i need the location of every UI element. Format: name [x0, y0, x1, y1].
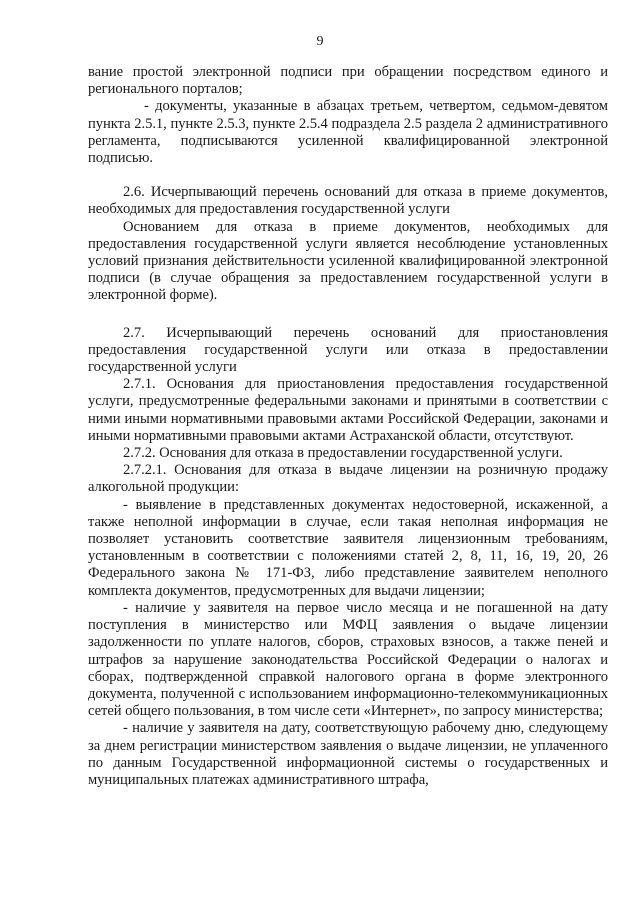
paragraph-continuation: вание простой электронной подписи при обращении посредством единого и регионального порталов;: [88, 64, 608, 98]
paragraph-signature-docs: - документы, указанные в абзацах третьем, четвертом, седьмом-девятом пункта 2.5.1, пункте 2.5.3, пункте 2.5.4 подраздела 2.5 раздела 2 административного регламента, подписываются усиленной квалифицированной электронной подписью.: [88, 98, 608, 167]
list-item-unpaid-fine: - наличие у заявителя на дату, соответствующую рабочему дню, следующему за днем регистрации министерством заявления о выдаче лицензии, не уплаченного по данным Государственной информационной системы о государственных и муниципальных платежах административного штрафа,: [88, 720, 608, 788]
list-item-tax-debt: - наличие у заявителя на первое число месяца и не погашенной на дату поступления в министерство или МФЦ заявления о выдаче лицензии задолженности по уплате налогов, сборов, страховых взносов, а также пеней и штрафов за нарушение законодательства Российской Федерации о налогах и сборах, подтвержденной справкой налогового органа в форме электронного документа, полученной с использованием информационно-телекоммуникационных сетей общего пользования, в том числе сети «Интернет», по запросу министерства;: [88, 599, 608, 720]
section-heading-2-6: 2.6. Исчерпывающий перечень оснований для отказа в приеме документов, необходимых для предоставления государственной услуги: [88, 184, 608, 218]
document-body: [88, 64, 608, 789]
list-item-unreliable-info: - выявление в представленных документах недостоверной, искаженной, а также неполной информации в случае, если такая неполная информация не позволяет установить соответствие заявителя лицензионным требованиям, установленным в соответствии с положениями статей 2, 8, 11, 16, 19, 20, 26 Федерального закона № 171-ФЗ, либо представление заявителем неполного комплекта документов, предусмотренных для выдачи лицензии;: [88, 496, 608, 599]
spacer: [88, 167, 608, 184]
spacer: [88, 305, 608, 325]
paragraph-2-7-2: 2.7.2. Основания для отказа в предоставлении государственной услуги.: [123, 445, 563, 462]
paragraph-2-7-1: 2.7.1. Основания для приостановления предоставления государственной услуги, предусмотренные федеральными законами и принятыми в соответствии с ними иными нормативными правовыми актами Российской Федерации, законами и иными нормативными правовыми актами Астраханской области, отсутствуют.: [88, 376, 608, 444]
section-heading-2-7: 2.7. Исчерпывающий перечень оснований для приостановления предоставления государственной услуги или отказа в предоставлении государственной услуги: [88, 324, 608, 376]
paragraph-refusal-basis: Основанием для отказа в приеме документов, необходимых для предоставления государственной услуги является несоблюдение установленных условий признания действительности усиленной квалифицированной электронной подписи (в случае обращения за предоставлением государственной услуги в электронной форме).: [88, 218, 608, 304]
paragraph-2-7-2-1: 2.7.2.1. Основания для отказа в выдаче лицензии на розничную продажу алкогольной продукции:: [88, 462, 608, 496]
page-number: 9: [316, 34, 324, 49]
